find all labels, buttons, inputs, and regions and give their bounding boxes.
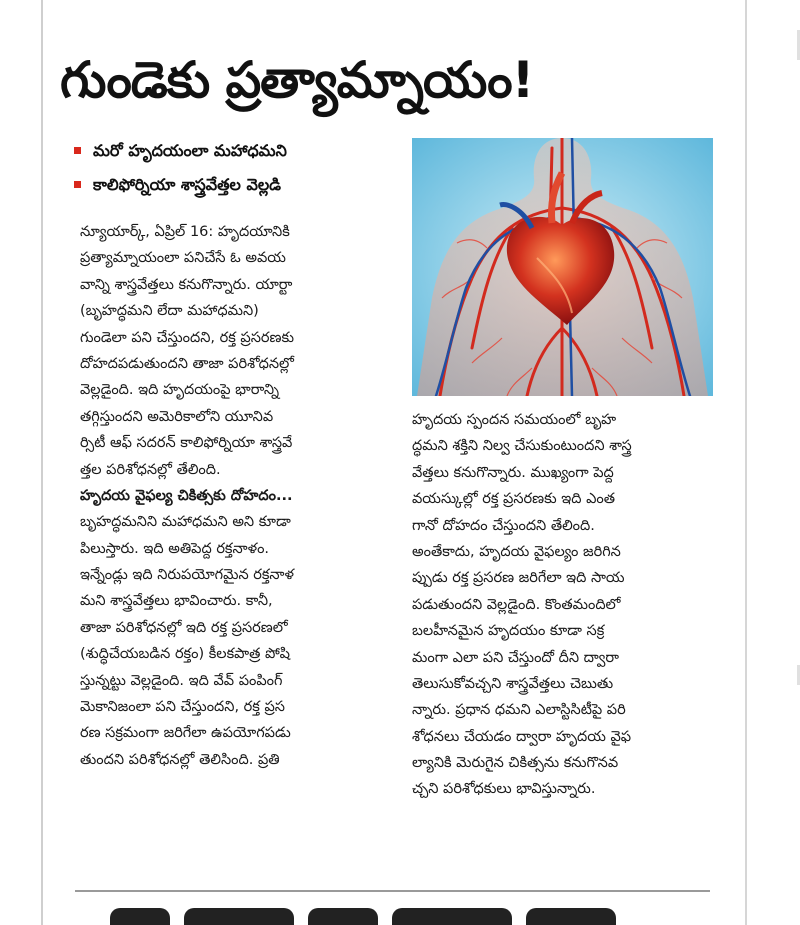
- circulatory-system-illustration: [412, 138, 713, 396]
- highlight-text: మరో హృదయంలా మహాధమని: [93, 141, 287, 160]
- adjacent-page-strip: [747, 0, 800, 925]
- body-text-line: ప్రత్యామ్నాయంలా పనిచేసే ఓ అవయ: [80, 250, 286, 267]
- body-text-line: వేత్తలు కనుగొన్నారు. ముఖ్యంగా పెద్ద: [412, 464, 614, 481]
- body-text-line: తెలుసుకోవచ్చని శాస్త్రవేత్తలు చెబుతు: [412, 675, 614, 692]
- circulatory-system-photo: [412, 138, 713, 396]
- article-body-right-column: [412, 407, 712, 803]
- body-text-line: ల్యానికి మెరుగైన చికిత్సను కనుగొనవ: [412, 755, 619, 772]
- highlight-item: [74, 134, 404, 168]
- body-text-line: గానో దోహదం చేస్తుందని తేలింది.: [412, 517, 595, 534]
- article-divider: [75, 890, 710, 892]
- article-body-left-column: [80, 219, 380, 773]
- body-text-line: తాజా పరిశోధనల్లో ఇది రక్త ప్రసరణలో: [80, 619, 288, 636]
- body-text-line: శోధనలు చేయడం ద్వారా హృదయ వైఫ: [412, 728, 632, 745]
- body-text-line: ప్పుడు రక్త ప్రసరణ జరిగేలా ఇది సాయ: [412, 570, 625, 587]
- body-text-line: మని శాస్త్రవేత్తలు భావించారు. కానీ,: [80, 593, 273, 610]
- body-text-line: న్నారు. ప్రధాన ధమని ఎలాస్టిసిటీపై పరి: [412, 702, 626, 719]
- highlight-item: [74, 168, 404, 202]
- article-subheading: హృదయ వైఫల్య చికిత్సకు దోహదం...: [80, 487, 293, 504]
- body-text-line: బలహీనమైన హృదయం కూడా సక్ర: [412, 623, 605, 640]
- body-text-line: బృహద్ధమనిని మహాధమని అని కూడా: [80, 514, 291, 531]
- next-article-headline-cropped: [110, 908, 710, 925]
- body-text-line: మెకానిజంలా పని చేస్తుందని, రక్త ప్రస: [80, 699, 285, 716]
- body-text-line: తగ్గిస్తుందని అమెరికాలోని యూనివ: [80, 408, 274, 425]
- body-text-line: ఇన్నేండ్లు ఇది నిరుపయోగమైన రక్తనాళ: [80, 567, 294, 584]
- body-text-line: త్తల పరిశోధనల్లో తేలింది.: [80, 461, 221, 478]
- body-text-line: తుందని పరిశోధనల్లో తెలిసింది. ప్రతి: [80, 751, 280, 768]
- body-text-line: మంగా ఎలా పని చేస్తుందో దీని ద్వారా: [412, 649, 619, 666]
- body-text-line: చ్చని పరిశోధకులు భావిస్తున్నారు.: [412, 781, 596, 798]
- body-text-line: వయస్కుల్లో రక్త ప్రసరణకు ఇది ఎంత: [412, 491, 616, 508]
- body-text-line: పిలుస్తారు. ఇది అతిపెద్ద రక్తనాళం.: [80, 540, 270, 557]
- body-text-line: వాన్ని శాస్త్రవేత్తలు కనుగొన్నారు. యార్టా: [80, 276, 293, 293]
- square-bullet-icon: [74, 181, 81, 188]
- body-text-line: (బృహద్ధమని లేదా మహాధమని): [80, 303, 259, 320]
- body-text-line: వెల్లడైంది. ఇది హృదయంపై భారాన్ని: [80, 382, 279, 399]
- page-left-border: [41, 0, 43, 925]
- body-text-line: దోహదపడుతుందని తాజా పరిశోధనల్లో: [80, 355, 294, 372]
- body-text-line: రణ సక్రమంగా జరిగేలా ఉపయోగపడు: [80, 725, 291, 742]
- body-text-line: ద్ధమని శక్తిని నిల్వ చేసుకుంటుందని శాస్త్ర: [412, 438, 632, 455]
- body-text-line: స్తున్నట్టు వెల్లడైంది. ఇది వేవ్‌ పంపింగ్‌: [80, 672, 283, 689]
- article-headline: గుండెకు ప్రత్యామ్నాయం!: [60, 51, 534, 109]
- square-bullet-icon: [74, 147, 81, 154]
- body-text-line: (శుద్ధిచేయబడిన రక్తం) కీలకపాత్ర పోషి: [80, 646, 290, 663]
- body-text-line: గుండెలా పని చేస్తుందని, రక్త ప్రసరణకు: [80, 329, 295, 346]
- article-highlights: [74, 134, 404, 202]
- body-text-line: పడుతుందని వెల్లడైంది. కొంతమందిలో: [412, 596, 621, 613]
- body-text-line: న్యూయార్క్‌, ఏప్రిల్‌ 16: హృదయానికి: [80, 224, 290, 240]
- highlight-text: కాలిఫోర్నియా శాస్త్రవేత్తల వెల్లడి: [93, 175, 282, 194]
- body-text-line: హృదయ స్పందన సమయంలో బృహ: [412, 412, 617, 428]
- body-text-line: ర్సిటీ ఆఫ్‌ సదరన్‌ కాలిఫోర్నియా శాస్త్రవే: [80, 435, 293, 452]
- body-text-line: అంతేకాదు, హృదయ వైఫల్యం జరిగిన: [412, 543, 621, 560]
